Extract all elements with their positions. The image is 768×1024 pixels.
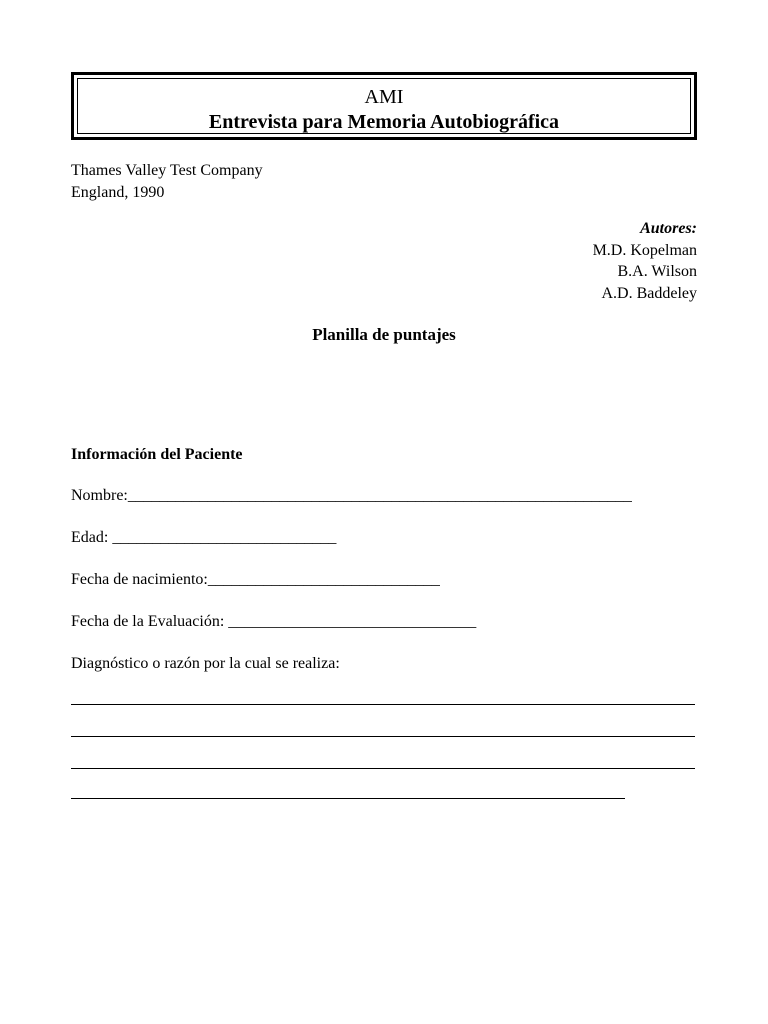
- publisher-company: Thames Valley Test Company: [71, 162, 263, 179]
- evaluation-date-field[interactable]: Fecha de la Evaluación: _______________________________: [71, 613, 477, 630]
- birth-date-field[interactable]: Fecha de nacimiento:_____________________________: [71, 571, 440, 588]
- diagnosis-label: Diagnóstico o razón por la cual se realiza:: [71, 655, 340, 672]
- diagnosis-answer-line[interactable]: [71, 798, 625, 799]
- publisher-place-year: England, 1990: [71, 184, 165, 201]
- diagnosis-answer-line[interactable]: [71, 736, 695, 737]
- title-box: [71, 72, 697, 140]
- title-inner-frame: [77, 78, 691, 134]
- document-subtitle: Entrevista para Memoria Autobiográfica: [208, 111, 560, 133]
- name-field[interactable]: Nombre:_______________________________________________________________: [71, 487, 632, 504]
- document-title: AMI: [364, 86, 404, 108]
- sheet-title: Planilla de puntajes: [312, 325, 456, 344]
- diagnosis-answer-line[interactable]: [71, 704, 695, 705]
- author-name: M.D. Kopelman: [592, 241, 697, 259]
- publisher-block: [71, 160, 263, 204]
- author-name: A.D. Baddeley: [601, 284, 697, 302]
- age-field[interactable]: Edad: ____________________________: [71, 529, 337, 546]
- authors-block: [593, 218, 697, 304]
- patient-section-heading: Información del Paciente: [71, 446, 243, 463]
- authors-label: Autores:: [640, 220, 697, 237]
- diagnosis-answer-line[interactable]: [71, 768, 695, 769]
- author-name: B.A. Wilson: [617, 263, 697, 280]
